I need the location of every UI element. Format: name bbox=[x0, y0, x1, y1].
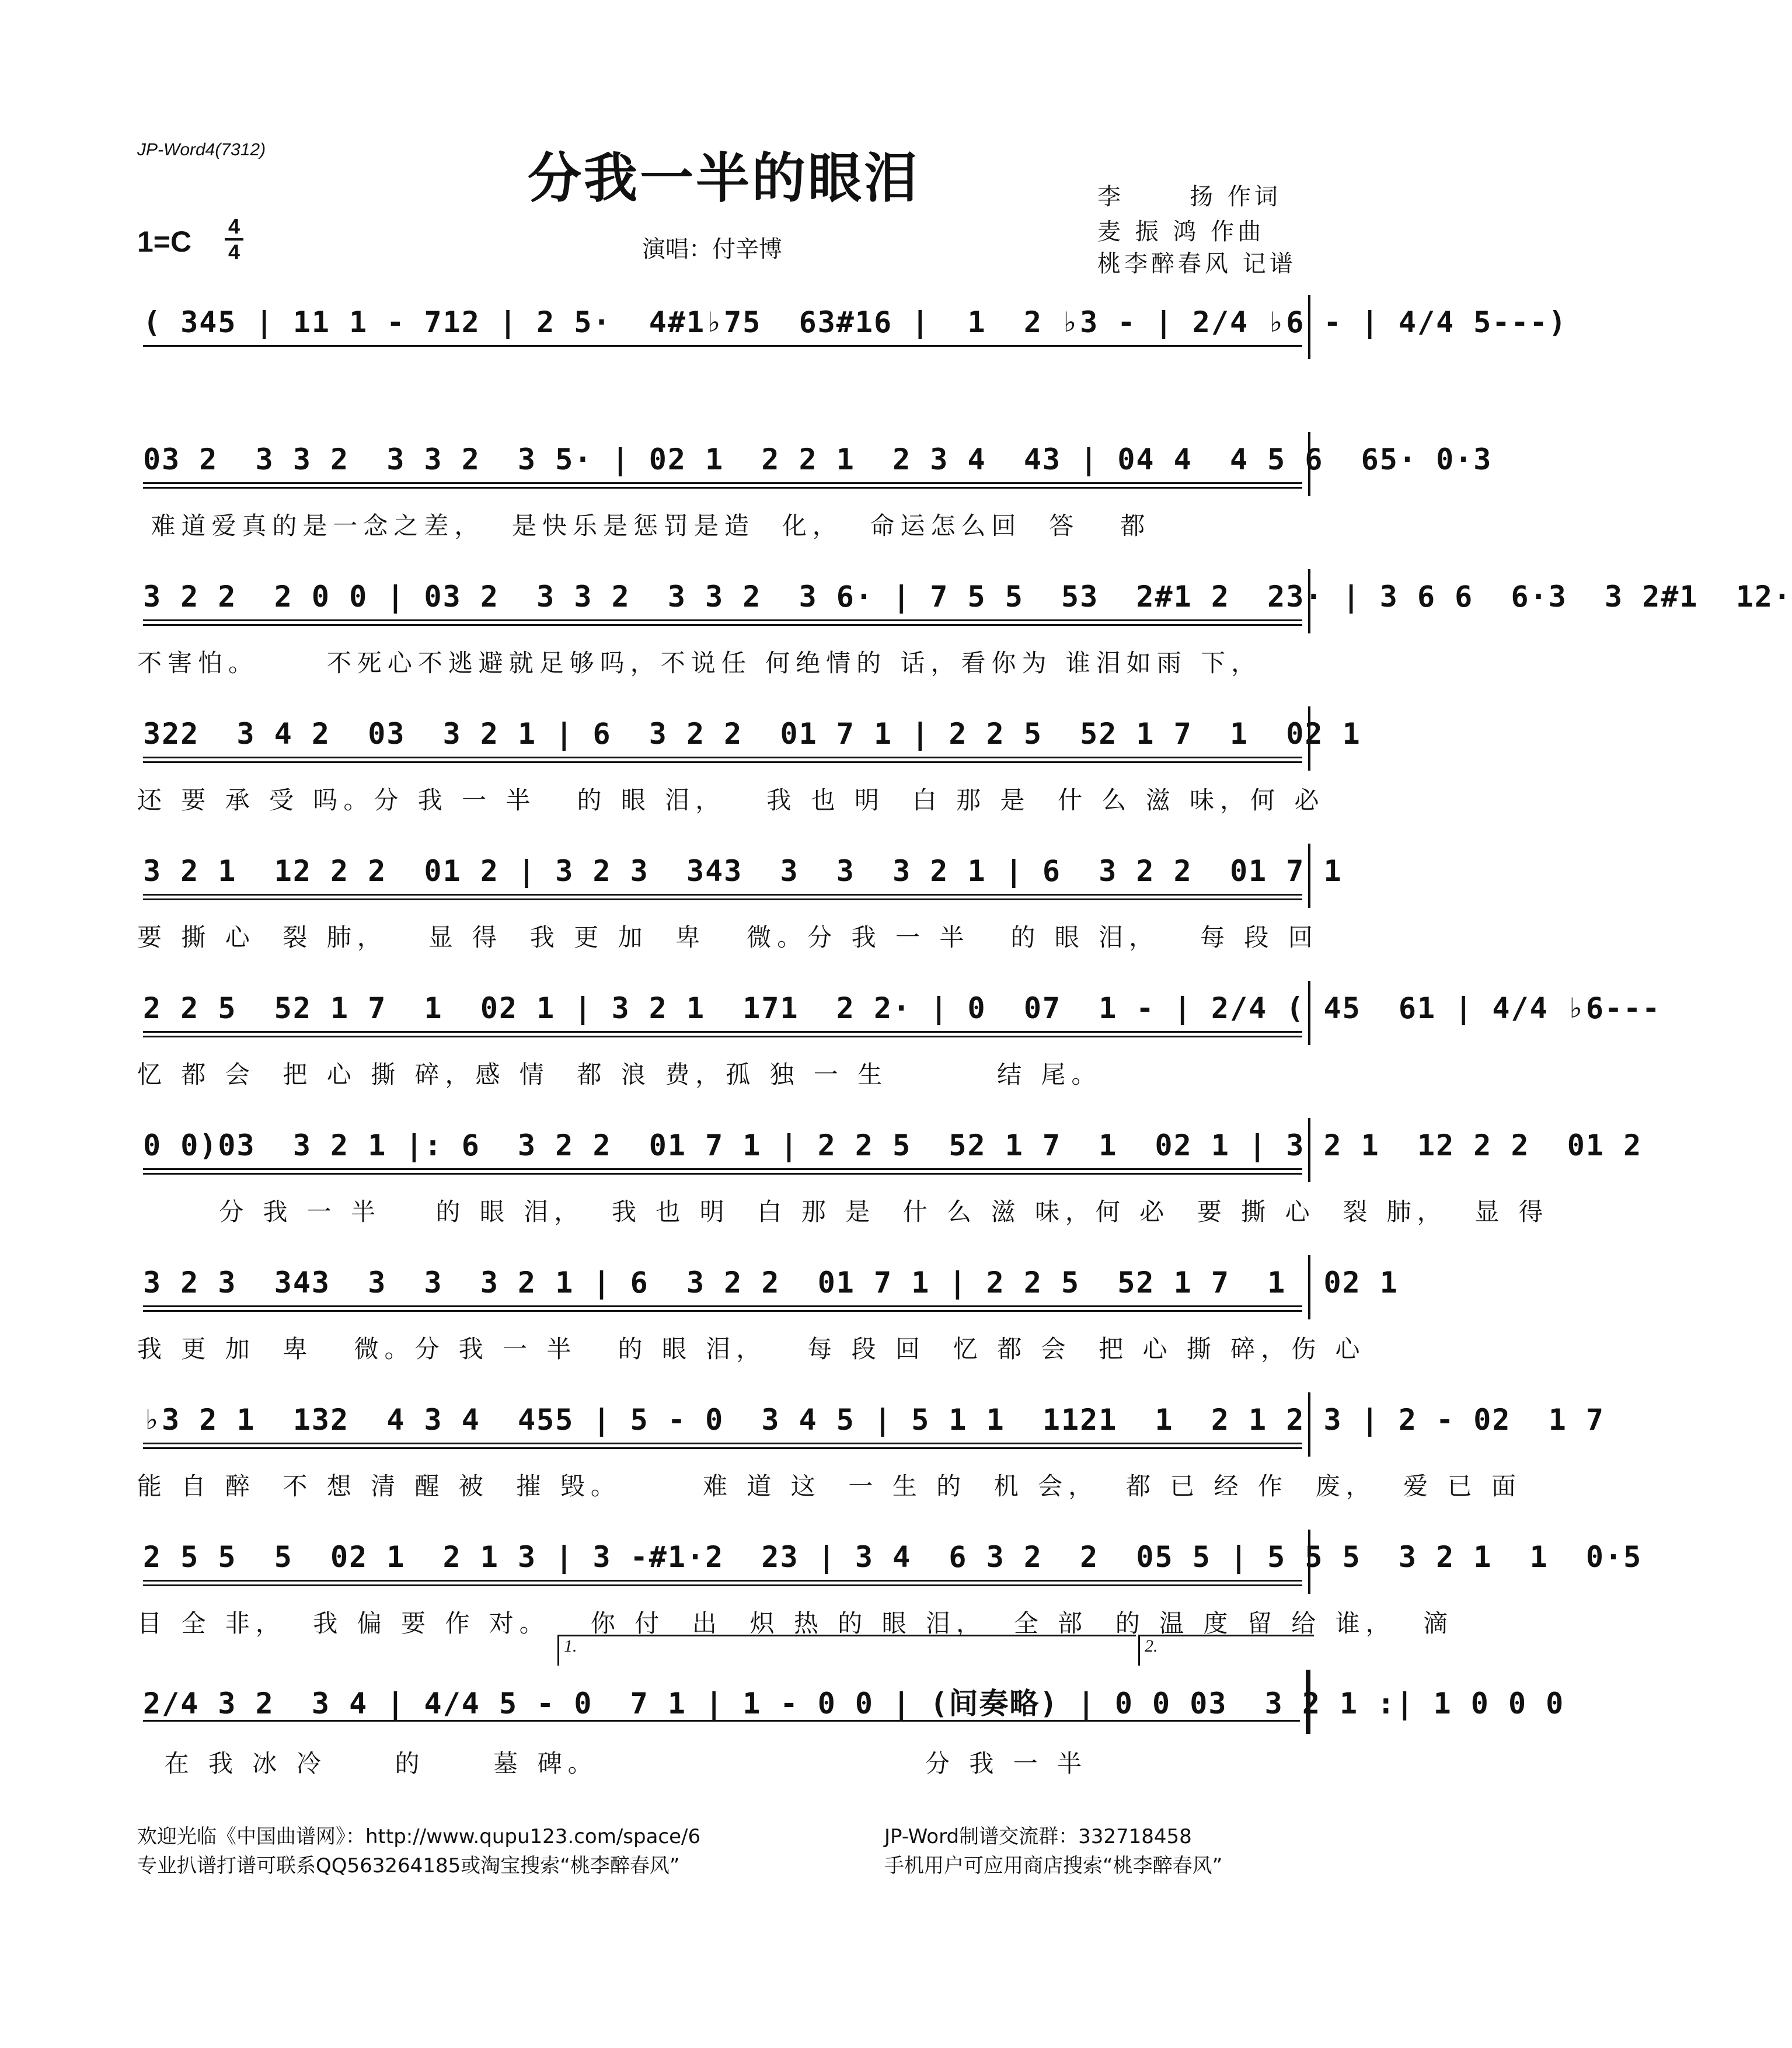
notes-line bbox=[137, 981, 1661, 1045]
score-row-11 bbox=[137, 1636, 1565, 1781]
beam-line-secondary bbox=[143, 898, 1302, 900]
footer-contact: 专业扒谱打谱可联系QQ563264185或淘宝搜索“桃李醉春风” bbox=[137, 1854, 680, 1878]
lyric-line: 我 更 加 卑 微。分 我 一 半 的 眼 泪， 每 段 回 忆 都 会 把 心 撕 碎，伤 心 bbox=[137, 1335, 1366, 1363]
score-row-6 bbox=[137, 981, 1661, 1092]
lyric-line: 分 我 一 半 的 眼 泪， 我 也 明 白 那 是 什 么 滋 味，何 必 要 撕 心 裂 肺， 显 得 bbox=[137, 1197, 1549, 1226]
lyric-line: 还 要 承 受 吗。分 我 一 半 的 眼 泪， 我 也 明 白 那 是 什 么 滋 味，何 必 bbox=[137, 786, 1325, 814]
notes-line bbox=[137, 1670, 1565, 1734]
lyric-line: 忆 都 会 把 心 撕 碎，感 情 都 浪 费，孤 独 一 生 结 尾。 bbox=[137, 1060, 1102, 1089]
key-signature: 1=C bbox=[137, 225, 192, 258]
note-sequence: 2 5 5 5 02 1 2 1 3 | 3 -#1·2 23 | 3 4 6 3 2 2 05 5 | 5 5 5 3 2 1 1 0·5 bbox=[143, 1540, 1643, 1574]
footer-group: JP-Word制谱交流群：332718458 bbox=[884, 1825, 1192, 1848]
footer-website: 欢迎光临《中国曲谱网》：http://www.qupu123.com/space/6 bbox=[137, 1825, 701, 1848]
note-sequence: ♭3 2 1 132 4 3 4 455 | 5 - 0 3 4 5 | 5 1 1 1121 1 2 1 2 3 | 2 - 02 1 7 bbox=[143, 1403, 1605, 1437]
beam-line-secondary bbox=[143, 624, 1302, 626]
beam-line-secondary bbox=[143, 1447, 1302, 1449]
beam-line-secondary bbox=[143, 1310, 1302, 1312]
beam-line bbox=[143, 345, 1302, 347]
beam-line bbox=[143, 1305, 1302, 1307]
time-signature-bottom: 4 bbox=[228, 240, 240, 264]
beam-line bbox=[143, 757, 1302, 758]
lyric-line: 要 撕 心 裂 肺， 显 得 我 更 加 卑 微。分 我 一 半 的 眼 泪， 每 段 回 bbox=[137, 923, 1319, 952]
beam-line bbox=[143, 1168, 1302, 1170]
note-sequence: ( 345 | 11 1 - 712 | 2 5· 4#1♭75 63#16 | 1 2 ♭3 - | 2/4 ♭6 - | 4/4 5---) bbox=[143, 305, 1567, 339]
lyricist-credit: 李 扬 作词 bbox=[1097, 183, 1282, 210]
notes-line bbox=[137, 295, 1567, 359]
volta-first-ending: 1. bbox=[557, 1635, 1136, 1666]
score-row-3 bbox=[137, 569, 1792, 680]
lyric-line: 在 我 冰 冷 的 墓 碑。 分 我 一 半 bbox=[137, 1749, 1088, 1778]
lyric-line: 难道爱真的是一念之差， 是快乐是惩罚是造 化， 命运怎么回 答 都 bbox=[137, 511, 1151, 540]
beam-line bbox=[143, 1031, 1302, 1033]
beam-line bbox=[143, 1720, 1300, 1722]
beam-line-secondary bbox=[143, 1173, 1302, 1175]
beam-line bbox=[143, 482, 1302, 484]
notes-line bbox=[137, 569, 1792, 633]
notes-line bbox=[137, 844, 1343, 908]
note-sequence: 2/4 3 2 3 4 | 4/4 5 - 0 7 1 | 1 - 0 0 | (间奏略) | 0 0 03 3 2 1 :| 1 0 0 0 bbox=[143, 1687, 1565, 1720]
beam-line-secondary bbox=[143, 761, 1302, 763]
time-signature-top: 4 bbox=[228, 214, 240, 238]
note-sequence: 0 0)03 3 2 1 |: 6 3 2 2 01 7 1 | 2 2 5 52 1 7 1 02 1 | 3 2 1 12 2 2 01 2 bbox=[143, 1129, 1643, 1162]
notes-line bbox=[137, 1392, 1605, 1457]
score-row-4 bbox=[137, 706, 1361, 817]
song-title: 分我一半的眼泪 bbox=[527, 147, 920, 210]
score-row-8 bbox=[137, 1255, 1399, 1366]
notes-line bbox=[137, 1255, 1399, 1319]
note-sequence: 3 2 1 12 2 2 01 2 | 3 2 3 343 3 3 3 2 1 | 6 3 2 2 01 7 1 bbox=[143, 854, 1343, 888]
composer-credit: 麦 振 鸿 作曲 bbox=[1097, 218, 1265, 245]
score-row-5 bbox=[137, 844, 1343, 955]
notes-line bbox=[137, 706, 1361, 771]
score-row-2 bbox=[137, 432, 1493, 543]
note-sequence: 03 2 3 3 2 3 3 2 3 5· | 02 1 2 2 1 2 3 4 43 | 04 4 4 5 6 65· 0·3 bbox=[143, 443, 1493, 476]
score-row-7 bbox=[137, 1118, 1643, 1229]
transcriber-credit: 桃李醉春风 记谱 bbox=[1097, 250, 1296, 277]
lyric-line: 不害怕。 不死心不逃避就足够吗，不说任 何绝情的 话，看你为 谁泪如雨 下， bbox=[137, 649, 1262, 677]
score-row-10 bbox=[137, 1530, 1643, 1641]
time-signature bbox=[225, 216, 243, 263]
beam-line bbox=[143, 894, 1302, 896]
lyric-line: 能 自 醉 不 想 清 醒 被 摧 毁。 难 道 这 一 生 的 机 会， 都 已 经 作 废， 爱 已 面 bbox=[137, 1472, 1522, 1500]
singer-credit: 演唱：付辛博 bbox=[642, 236, 782, 263]
beam-line-secondary bbox=[143, 1584, 1302, 1586]
note-sequence: 322 3 4 2 03 3 2 1 | 6 3 2 2 01 7 1 | 2 2 5 52 1 7 1 02 1 bbox=[143, 717, 1361, 751]
note-sequence: 3 2 3 343 3 3 3 2 1 | 6 3 2 2 01 7 1 | 2 2 5 52 1 7 1 02 1 bbox=[143, 1266, 1399, 1300]
software-version: JP-Word4(7312) bbox=[137, 140, 266, 159]
beam-line bbox=[143, 619, 1302, 621]
beam-line-secondary bbox=[143, 1036, 1302, 1037]
notes-line bbox=[137, 1118, 1643, 1182]
lyric-line: 目 全 非， 我 偏 要 作 对。 你 付 出 炽 热 的 眼 泪， 全 部 的 温 度 留 给 谁， 滴 bbox=[137, 1609, 1454, 1638]
beam-line-secondary bbox=[143, 487, 1302, 489]
score-row-1 bbox=[137, 295, 1567, 406]
score-row-9 bbox=[137, 1392, 1605, 1503]
notes-line bbox=[137, 432, 1493, 496]
volta-second-ending: 2. bbox=[1138, 1635, 1314, 1666]
footer-app-search: 手机用户可应用商店搜索“桃李醉春风” bbox=[884, 1854, 1223, 1878]
note-sequence: 3 2 2 2 0 0 | 03 2 3 3 2 3 3 2 3 6· | 7 5 5 53 2#1 2 23· | 3 6 6 6·3 3 2#1 12· bbox=[143, 580, 1792, 614]
notes-line bbox=[137, 1530, 1643, 1594]
beam-line bbox=[143, 1580, 1302, 1582]
note-sequence: 2 2 5 52 1 7 1 02 1 | 3 2 1 171 2 2· | 0 07 1 - | 2/4 ( 45 61 | 4/4 ♭6--- bbox=[143, 991, 1661, 1025]
beam-line bbox=[143, 1443, 1302, 1444]
